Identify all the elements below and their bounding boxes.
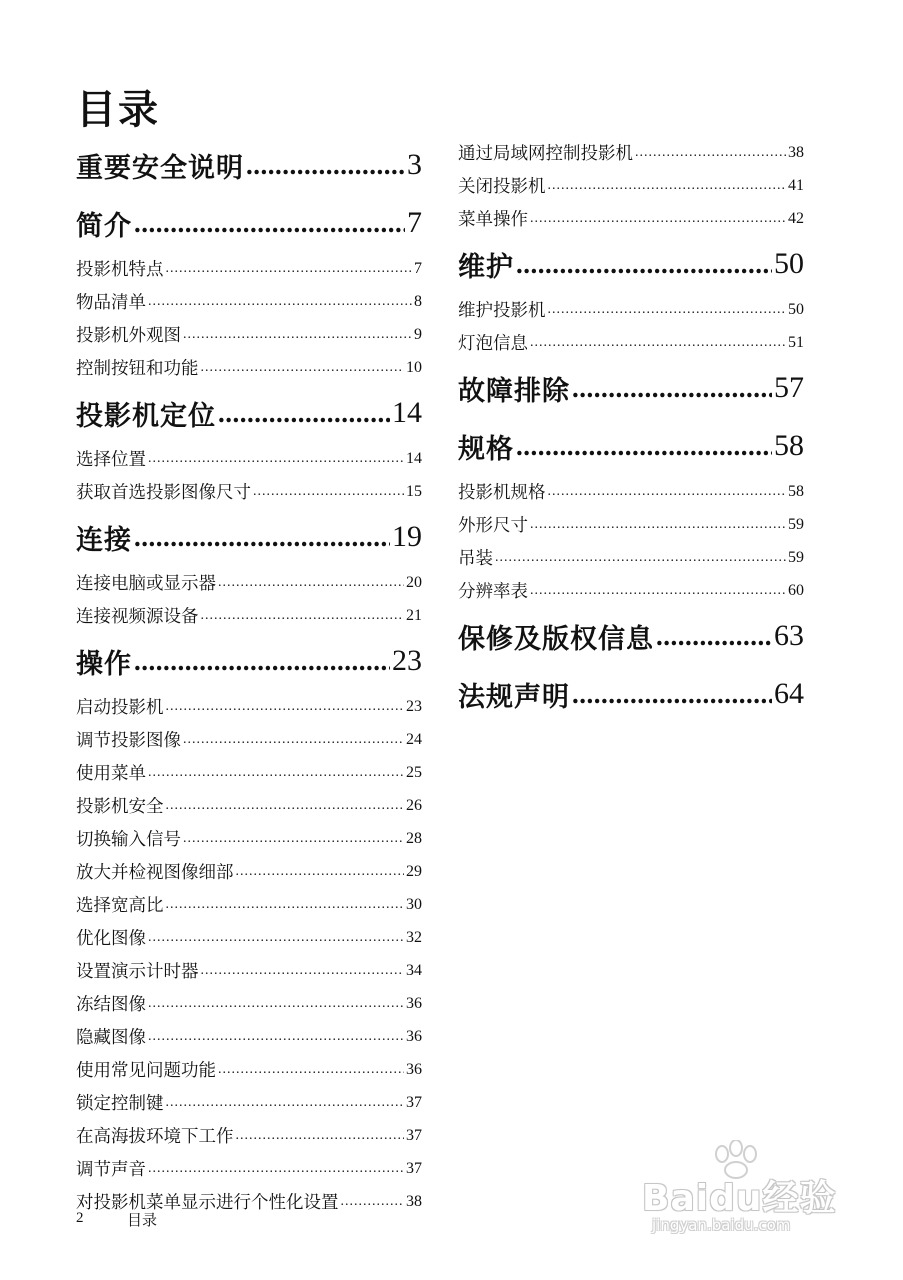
toc-entry-page-number: 38 [406,1192,422,1210]
toc-section-entry[interactable] [76,285,422,318]
toc-dot-leader [218,1062,404,1078]
toc-dot-leader [166,261,413,277]
toc-dot-leader [572,679,772,710]
toc-section-entry[interactable] [458,541,804,574]
toc-chapter-entry[interactable] [76,136,422,194]
toc-entry-page-number: 37 [406,1126,422,1144]
toc-entry-page-number: 30 [406,895,422,913]
toc-dot-leader [656,621,772,652]
toc-entry-label: 吊装 [458,549,493,569]
toc-entry-label: 对投影机菜单显示进行个性化设置 [76,1193,339,1213]
toc-entry-page-number: 41 [788,176,804,194]
toc-entry-page-number: 36 [406,1060,422,1078]
toc-chapter-entry[interactable] [76,508,422,566]
toc-entry-label: 切换输入信号 [76,830,181,850]
toc-entry-page-number: 63 [774,619,804,652]
toc-entry-page-number: 9 [414,325,422,343]
toc-dot-leader [148,765,404,781]
toc-dot-leader [148,294,412,310]
toc-chapter-entry[interactable] [76,384,422,442]
toc-entry-page-number: 60 [788,581,804,599]
toc-entry-label: 投影机安全 [76,797,164,817]
toc-dot-leader [166,1095,405,1111]
toc-section-entry[interactable] [458,293,804,326]
toc-section-entry[interactable] [76,351,422,384]
toc-entry-label: 通过局域网控制投影机 [458,144,633,164]
toc-section-entry[interactable] [76,789,422,822]
toc-entry-label: 连接电脑或显示器 [76,574,216,594]
toc-dot-leader [166,699,405,715]
toc-entry-page-number: 36 [406,1027,422,1045]
toc-dot-leader [548,178,787,194]
toc-entry-label: 投影机外观图 [76,326,181,346]
toc-dot-leader [548,302,787,318]
toc-entry-label: 投影机定位 [76,400,216,432]
toc-entry-page-number: 21 [406,606,422,624]
toc-entry-page-number: 7 [407,206,422,239]
toc-entry-page-number: 64 [774,677,804,710]
toc-dot-leader [148,996,404,1012]
toc-dot-leader [134,646,390,677]
toc-chapter-entry[interactable] [458,359,804,417]
toc-dot-leader [148,1029,404,1045]
toc-entry-page-number: 58 [774,429,804,462]
toc-dot-leader [246,150,405,181]
toc-entry-page-number: 34 [406,961,422,979]
toc-entry-label: 灯泡信息 [458,334,528,354]
toc-dot-leader [635,145,786,161]
toc-dot-leader [236,864,405,880]
toc-section-entry[interactable] [458,508,804,541]
toc-entry-label: 维护投影机 [458,301,546,321]
toc-right-column [458,136,804,723]
toc-section-entry[interactable] [76,475,422,508]
toc-chapter-entry[interactable] [458,235,804,293]
toc-dot-leader [148,1161,404,1177]
footer-page-number: 2 [76,1210,84,1226]
toc-entry-page-number: 19 [392,520,422,553]
toc-entry-page-number: 37 [406,1093,422,1111]
toc-section-entry[interactable] [76,1053,422,1086]
toc-chapter-entry[interactable] [458,665,804,723]
toc-dot-leader [148,930,404,946]
toc-section-entry[interactable] [76,318,422,351]
toc-entry-label: 设置演示计时器 [76,962,199,982]
toc-section-entry[interactable] [76,987,422,1020]
toc-entry-label: 外形尺寸 [458,516,528,536]
toc-dot-leader [341,1194,405,1210]
toc-section-entry[interactable] [76,723,422,756]
toc-dot-leader [530,211,786,227]
toc-entry-page-number: 37 [406,1159,422,1177]
toc-section-entry[interactable] [76,690,422,723]
toc-dot-leader [183,732,404,748]
toc-entry-page-number: 57 [774,371,804,404]
toc-dot-leader [530,583,786,599]
toc-dot-leader [201,608,405,624]
toc-entry-page-number: 23 [406,697,422,715]
toc-section-entry[interactable] [76,566,422,599]
toc-section-entry[interactable] [76,1020,422,1053]
toc-entry-page-number: 51 [788,333,804,351]
toc-entry-label: 控制按钮和功能 [76,359,199,379]
toc-entry-label: 选择位置 [76,450,146,470]
toc-entry-label: 使用常见问题功能 [76,1061,216,1081]
toc-dot-leader [148,451,404,467]
toc-entry-label: 使用菜单 [76,764,146,784]
toc-entry-page-number: 8 [414,292,422,310]
toc-dot-leader [236,1128,405,1144]
toc-entry-page-number: 10 [406,358,422,376]
toc-entry-page-number: 14 [392,396,422,429]
toc-entry-label: 重要安全说明 [76,152,244,184]
toc-entry-page-number: 36 [406,994,422,1012]
toc-entry-page-number: 25 [406,763,422,781]
toc-section-entry[interactable] [458,475,804,508]
toc-entry-label: 关闭投影机 [458,177,546,197]
toc-section-entry[interactable] [458,169,804,202]
toc-entry-label: 维护 [458,251,514,283]
toc-entry-label: 放大并检视图像细部 [76,863,234,883]
toc-dot-leader [218,575,404,591]
toc-entry-label: 规格 [458,433,514,465]
toc-section-entry[interactable] [458,202,804,235]
watermark-logo-text: Baidu经验 [642,1178,837,1219]
toc-chapter-entry[interactable] [458,607,804,665]
toc-section-entry[interactable] [76,1152,422,1185]
toc-entry-page-number: 50 [788,300,804,318]
toc-entry-label: 冻结图像 [76,995,146,1015]
toc-entry-label: 投影机规格 [458,483,546,503]
toc-entry-label: 选择宽高比 [76,896,164,916]
toc-entry-label: 优化图像 [76,929,146,949]
toc-entry-page-number: 58 [788,482,804,500]
toc-entry-page-number: 59 [788,548,804,566]
toc-entry-page-number: 28 [406,829,422,847]
toc-entry-page-number: 38 [788,143,804,161]
toc-entry-label: 调节声音 [76,1160,146,1180]
toc-entry-label: 获取首选投影图像尺寸 [76,483,251,503]
toc-entry-label: 分辨率表 [458,582,528,602]
toc-dot-leader [530,335,786,351]
toc-left-column [76,136,422,1218]
toc-entry-label: 在高海拔环境下工作 [76,1127,234,1147]
toc-entry-label: 法规声明 [458,681,570,713]
toc-section-entry[interactable] [76,252,422,285]
toc-dot-leader [530,517,786,533]
toc-entry-label: 锁定控制键 [76,1094,164,1114]
toc-entry-page-number: 15 [406,482,422,500]
toc-entry-label: 故障排除 [458,375,570,407]
toc-entry-label: 启动投影机 [76,698,164,718]
toc-entry-page-number: 29 [406,862,422,880]
toc-section-entry[interactable] [76,442,422,475]
toc-entry-page-number: 14 [406,449,422,467]
toc-dot-leader [134,522,390,553]
toc-entry-page-number: 7 [414,259,422,277]
toc-chapter-entry[interactable] [76,194,422,252]
toc-section-entry[interactable] [76,599,422,632]
toc-dot-leader [548,484,787,500]
toc-dot-leader [183,831,404,847]
toc-section-entry[interactable] [76,1119,422,1152]
toc-entry-page-number: 50 [774,247,804,280]
toc-entry-page-number: 32 [406,928,422,946]
toc-entry-label: 保修及版权信息 [458,623,654,655]
toc-section-entry[interactable] [458,574,804,607]
toc-entry-label: 隐藏图像 [76,1028,146,1048]
toc-dot-leader [201,360,405,376]
toc-dot-leader [201,963,405,979]
toc-dot-leader [134,208,405,239]
toc-dot-leader [183,327,412,343]
toc-dot-leader [253,484,404,500]
toc-entry-label: 菜单操作 [458,210,528,230]
toc-dot-leader [516,249,772,280]
toc-dot-leader [166,798,405,814]
toc-section-entry[interactable] [76,954,422,987]
toc-entry-label: 操作 [76,648,132,680]
toc-entry-label: 调节投影图像 [76,731,181,751]
toc-entry-page-number: 20 [406,573,422,591]
toc-chapter-entry[interactable] [458,417,804,475]
toc-entry-label: 简介 [76,210,132,242]
toc-entry-page-number: 26 [406,796,422,814]
toc-dot-leader [166,897,405,913]
toc-section-entry[interactable] [76,1086,422,1119]
toc-entry-label: 连接视频源设备 [76,607,199,627]
toc-dot-leader [218,398,390,429]
toc-section-entry[interactable] [458,326,804,359]
toc-entry-label: 物品清单 [76,293,146,313]
toc-section-entry[interactable] [76,822,422,855]
toc-section-entry[interactable] [458,136,804,169]
toc-section-entry[interactable] [76,888,422,921]
toc-chapter-entry[interactable] [76,632,422,690]
toc-dot-leader [495,550,786,566]
toc-section-entry[interactable] [76,921,422,954]
toc-dot-leader [572,373,772,404]
toc-entry-page-number: 42 [788,209,804,227]
toc-section-entry[interactable] [76,855,422,888]
page-title: 目录 [76,87,160,133]
toc-entry-label: 投影机特点 [76,260,164,280]
toc-dot-leader [516,431,772,462]
toc-entry-page-number: 23 [392,644,422,677]
baidu-jingyan-watermark [640,1140,840,1240]
watermark-url: jingyan.baidu.com [652,1216,791,1234]
footer-label: 目录 [127,1211,158,1229]
toc-section-entry[interactable] [76,756,422,789]
toc-entry-page-number: 59 [788,515,804,533]
toc-entry-label: 连接 [76,524,132,556]
toc-entry-page-number: 3 [407,148,422,181]
toc-entry-page-number: 24 [406,730,422,748]
